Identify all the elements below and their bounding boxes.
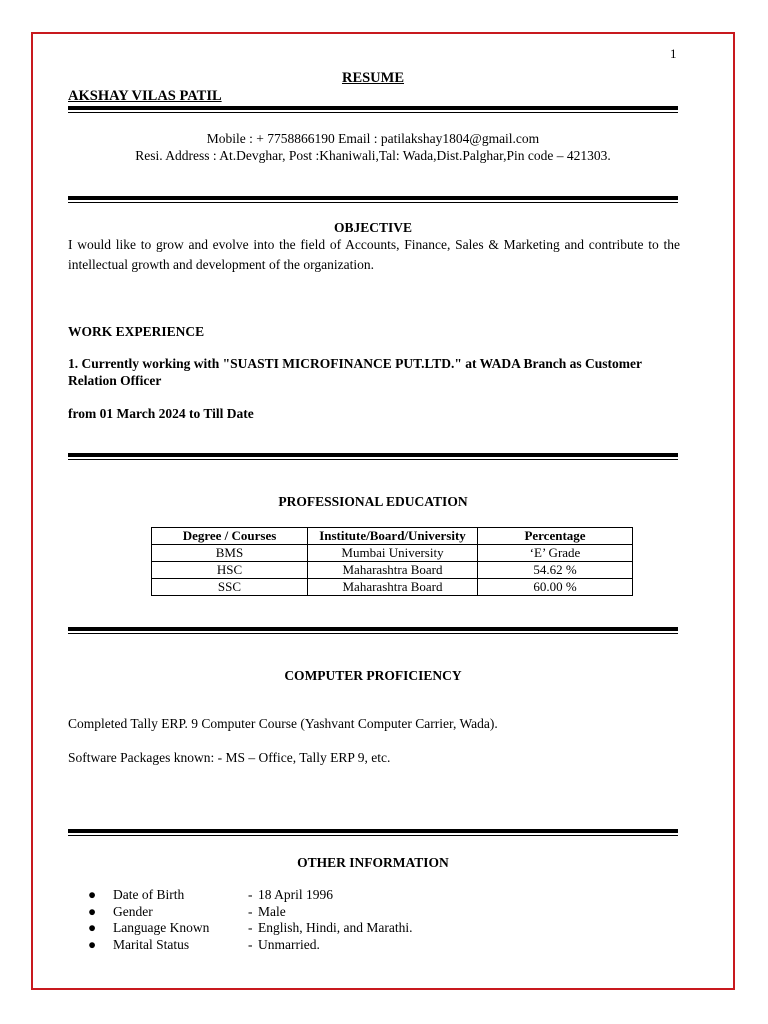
divider: [68, 106, 678, 113]
divider: [68, 196, 678, 203]
table-header-row: [152, 528, 633, 545]
page-border: [31, 32, 735, 990]
info-label: Date of Birth: [113, 887, 185, 902]
column-header: Degree / Courses: [152, 528, 308, 545]
bullet-icon: ●: [88, 920, 97, 935]
education-title: PROFESSIONAL EDUCATION: [278, 494, 468, 509]
table-cell: SSC: [152, 579, 308, 596]
info-value: English, Hindi, and Marathi.: [258, 920, 413, 935]
work-experience-entry: 1. Currently working with "SUASTI MICROFINANCE PUT.LTD." at WADA Branch as Customer Relation Officer: [68, 356, 642, 388]
info-separator: -: [248, 936, 253, 952]
bullet-icon: ●: [88, 887, 97, 902]
software-packages-text: Software Packages known: - MS – Office, Tally ERP 9, etc.: [68, 750, 391, 765]
work-experience-title: WORK EXPERIENCE: [68, 324, 205, 339]
resume-heading: RESUME: [341, 70, 405, 86]
address-line: Resi. Address : At.Devghar, Post :Khaniwali,Tal: Wada,Dist.Palghar,Pin code – 421303.: [135, 148, 611, 163]
table-cell: Maharashtra Board: [308, 579, 478, 596]
objective-title: OBJECTIVE: [333, 220, 413, 235]
table-cell: 54.62 %: [478, 562, 633, 579]
other-information-list: [88, 887, 412, 953]
list-item: [88, 887, 412, 904]
info-separator: -: [248, 920, 253, 935]
info-label: Gender: [113, 903, 153, 919]
column-header: Percentage: [478, 528, 633, 545]
info-separator: -: [248, 887, 253, 902]
table-row: [152, 545, 633, 562]
info-separator: -: [248, 903, 253, 919]
objective-text: I would like to grow and evolve into the field of Accounts, Finance, Sales & Marketing and contribute to the intellectual growth and development of the organization.: [68, 237, 680, 272]
table-row: [152, 579, 633, 596]
table-cell: Maharashtra Board: [308, 562, 478, 579]
divider: [68, 453, 678, 460]
table-cell: HSC: [152, 562, 308, 579]
divider: [68, 627, 678, 634]
info-label: Marital Status: [113, 936, 190, 952]
candidate-name: AKSHAY VILAS PATIL: [68, 88, 222, 104]
bullet-icon: ●: [88, 936, 97, 952]
page-number: 1: [670, 46, 677, 61]
info-label: Language Known: [113, 920, 210, 935]
other-information-title: OTHER INFORMATION: [297, 855, 449, 870]
info-value: 18 April 1996: [258, 887, 334, 902]
table-cell: Mumbai University: [308, 545, 478, 562]
table-cell: BMS: [152, 545, 308, 562]
list-item: [88, 904, 412, 921]
table-row: [152, 562, 633, 579]
info-value: Male: [258, 903, 286, 919]
education-table: [151, 527, 633, 596]
column-header: Institute/Board/University: [308, 528, 478, 545]
list-item: [88, 937, 412, 954]
computer-course-text: Completed Tally ERP. 9 Computer Course (Yashvant Computer Carrier, Wada).: [68, 716, 498, 731]
info-value: Unmarried.: [258, 936, 320, 952]
bullet-icon: ●: [88, 903, 97, 919]
table-cell: ‘E’ Grade: [478, 545, 633, 562]
contact-line: Mobile : + 7758866190 Email : patilakshay1804@gmail.com: [206, 131, 540, 146]
computer-proficiency-title: COMPUTER PROFICIENCY: [284, 668, 462, 683]
work-experience-period: from 01 March 2024 to Till Date: [68, 406, 254, 421]
table-cell: 60.00 %: [478, 579, 633, 596]
divider: [68, 829, 678, 836]
list-item: [88, 920, 412, 937]
